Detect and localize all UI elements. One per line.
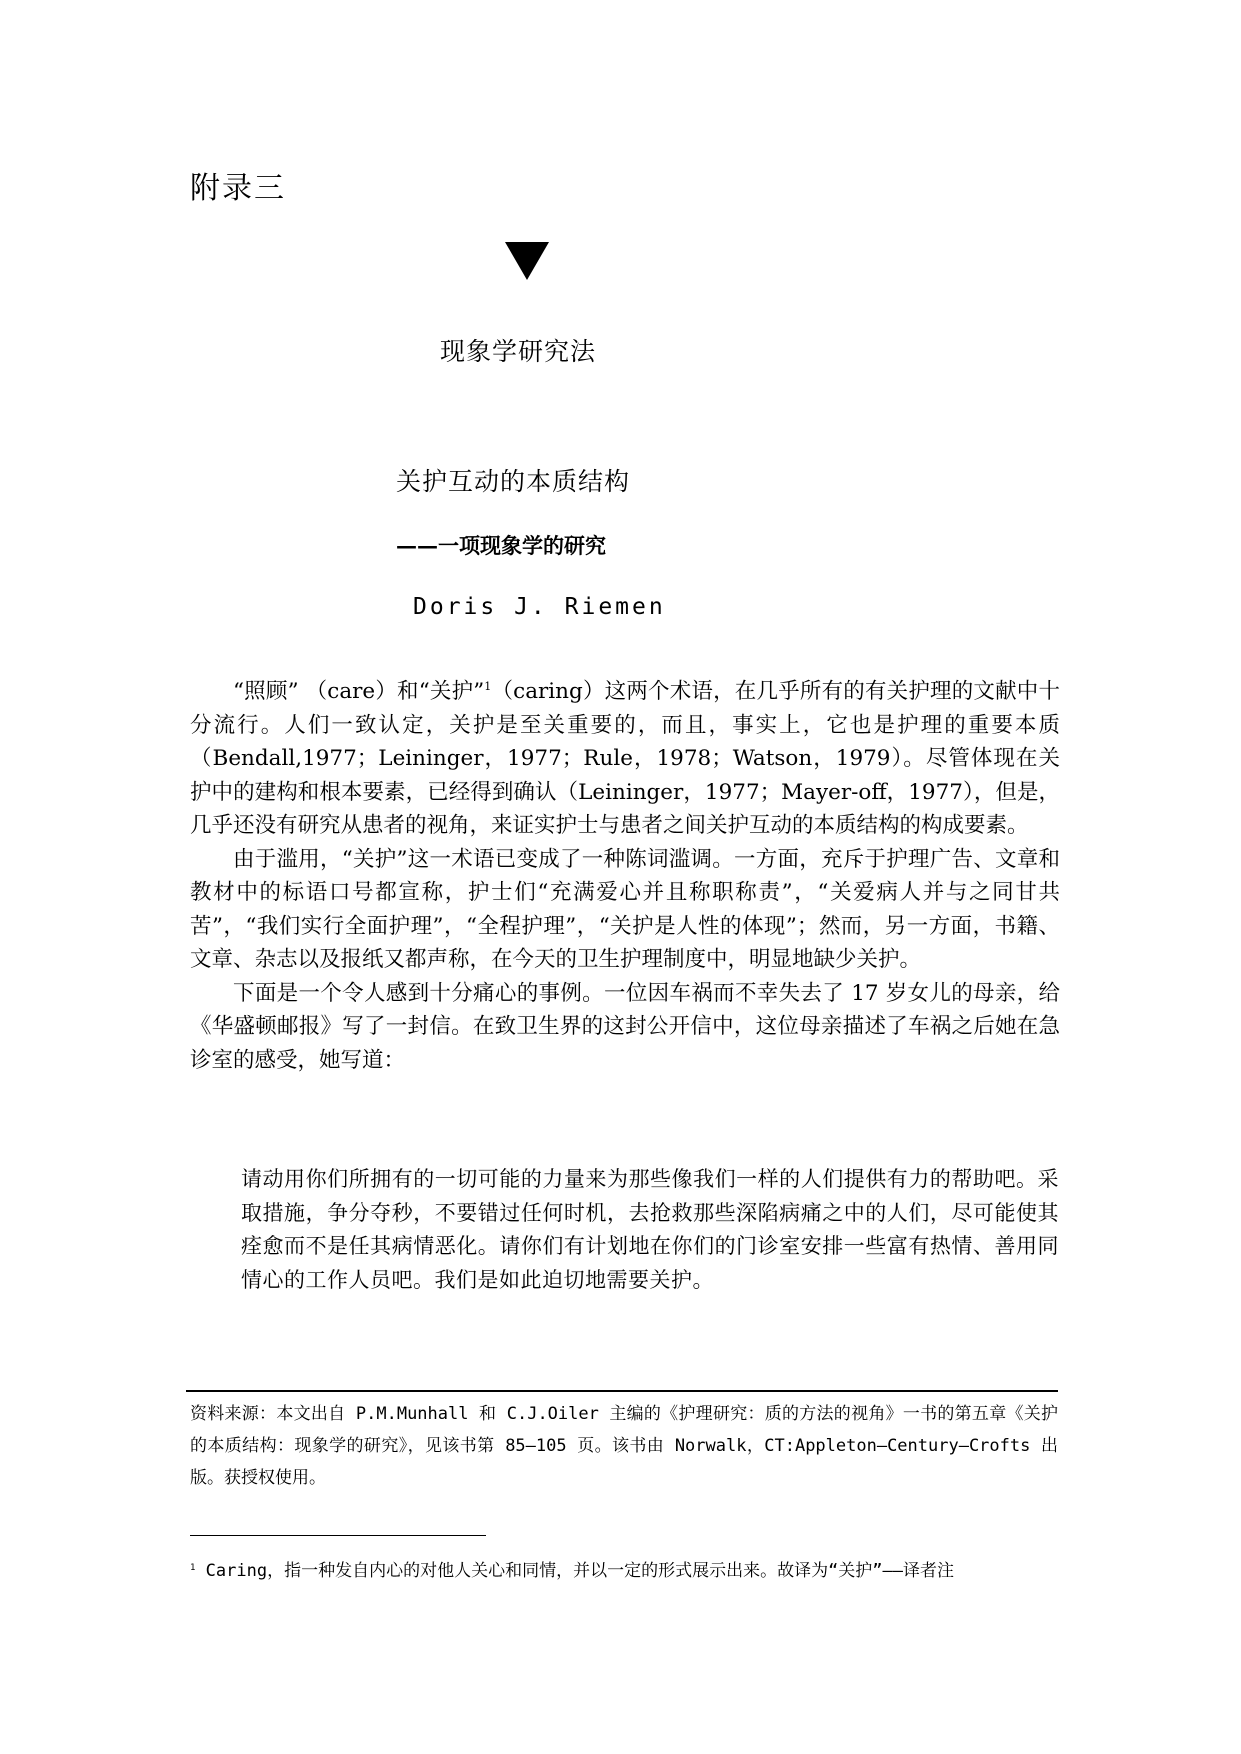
source-note: 资料来源：本文出自 P.M.Munhall 和 C.J.Oiler 主编的《护理研究：质的方法的视角》一书的第五章《关护的本质结构：现象学的研究》，见该书第 85—105 页。该书由 Norwalk，CT:Appleton—Century—Crofts 出版。获授权使用。 <box>190 1404 1058 1488</box>
footnote-mark: 1 <box>190 1563 196 1573</box>
paragraph-1 <box>190 670 1060 843</box>
source-divider <box>186 1390 1058 1392</box>
footnote-text: Caring，指一种发自内心的对他人关心和同情，并以一定的形式展示出来。故译为“关护”——译者注 <box>195 1561 955 1581</box>
appendix-heading: 附录三 <box>190 171 286 206</box>
paragraph-2: 由于滥用，“关护”这一术语已变成了一种陈词滥调。一方面，充斥于护理广告、文章和教材中的标语口号都宣称，护士们“充满爱心并且称职称责”，“关爱病人并与之同甘共苦”，“我们实行全面护理”，“全程护理”，“关护是人性的体现”；然而，另一方面，书籍、文章、杂志以及报纸又都声称，在今天的卫生护理制度中，明显地缺少关护。 <box>190 846 1060 972</box>
paragraph-1-lead: “照顾” （care）和“关护” <box>233 679 485 704</box>
paragraph-3: 下面是一个令人感到十分痛心的事例。一位因车祸而不幸失去了 17 岁女儿的母亲，给《华盛顿邮报》写了一封信。在致卫生界的这封公开信中，这位母亲描述了车祸之后她在急诊室的感受，她写道： <box>190 980 1060 1073</box>
article-subtitle: ——一项现象学的研究 <box>396 533 606 558</box>
footnote-divider <box>190 1535 486 1536</box>
down-triangle-icon <box>505 242 549 280</box>
body-text <box>190 670 1060 1077</box>
paragraph-1-rest: （caring）这两个术语，在几乎所有的有关护理的文献中十分流行。人们一致认定，关护是至关重要的，而且，事实上，它也是护理的重要本质（Bendall,1977；Leininger，1977；Rule，1978；Watson，1979）。尽管体现在关护中的建构和根本要素，已经得到确认（Leininger，1977；Mayer-off，1977），但是，几乎还没有研究从患者的视角，来证实护士与患者之间关护互动的本质结构的构成要素。 <box>190 679 1060 838</box>
article-author: Doris J. Riemen <box>413 594 666 620</box>
footnote <box>190 1553 1058 1586</box>
section-title: 现象学研究法 <box>440 337 597 366</box>
block-quote: 请动用你们所拥有的一切可能的力量来为那些像我们一样的人们提供有力的帮助吧。采取措施，争分夺秒，不要错过任何时机，去抢救那些深陷病痛之中的人们，尽可能使其痊愈而不是任其病情恶化。请你们有计划地在你们的门诊室安排一些富有热情、善用同情心的工作人员吧。我们是如此迫切地需要关护。 <box>241 1167 1059 1292</box>
footnote-reference[interactable]: 1 <box>484 680 492 693</box>
article-title: 关护互动的本质结构 <box>396 467 631 496</box>
